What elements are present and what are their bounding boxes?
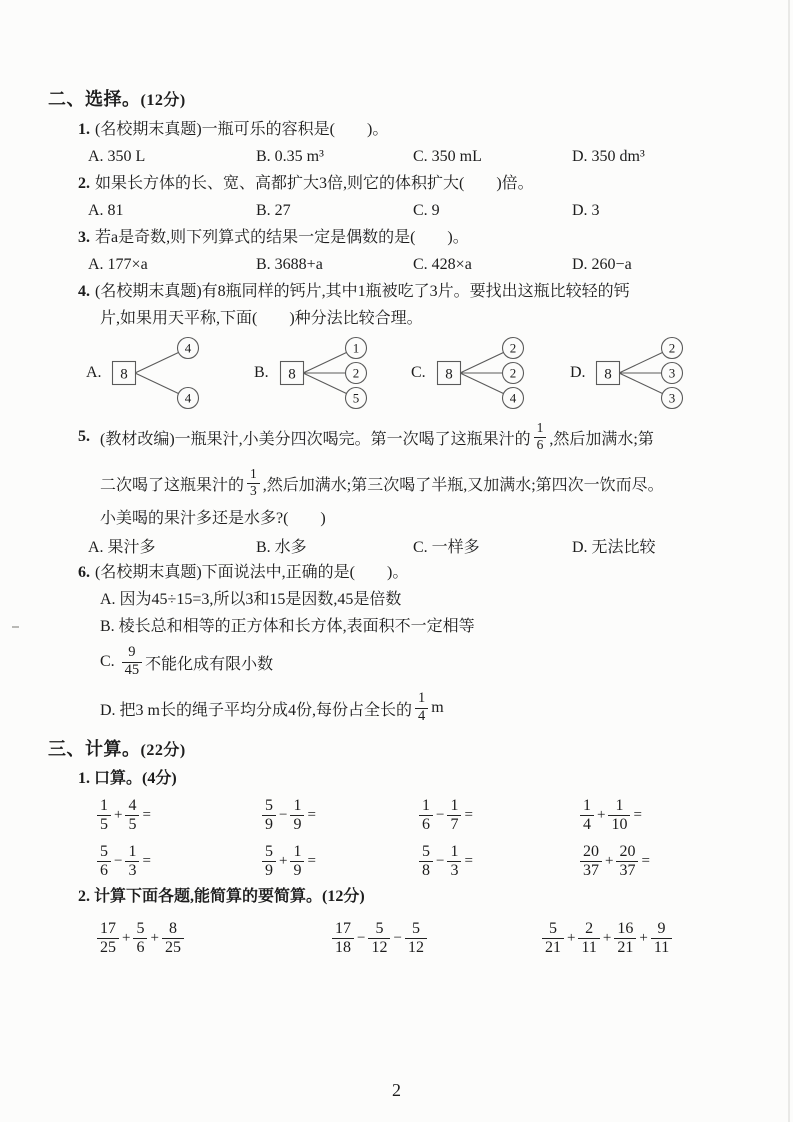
fraction-denominator: 25: [164, 939, 181, 956]
fraction-numerator: 8: [162, 920, 184, 939]
question-4-number: 4.: [78, 283, 90, 300]
fraction-denominator: 6: [136, 939, 145, 956]
fraction: [133, 920, 147, 957]
fraction-denominator: 12: [371, 939, 388, 956]
oral-calc-label-text: 1. 口算。: [78, 770, 143, 787]
fraction-numerator: 5: [262, 797, 276, 816]
diagram-label: C.: [411, 364, 426, 381]
fraction-denominator: 37: [583, 862, 599, 879]
fraction-numerator: 1: [580, 797, 594, 816]
page-number: 2: [392, 1080, 401, 1100]
fraction-numerator: 1: [97, 797, 111, 816]
fraction-numerator: 9: [651, 920, 672, 939]
fraction-numerator: 5: [405, 920, 427, 939]
fraction: [125, 843, 139, 880]
oral-calc-row-1: [0, 792, 793, 838]
svg-text:4: 4: [184, 340, 192, 356]
question-1-option-d: D. 350 dm³: [572, 147, 645, 165]
question-6-option-d-text: D. 把3 m长的绳子平均分成4份,每份占全长的: [100, 701, 413, 719]
fraction-denominator: 21: [545, 939, 561, 956]
question-4-text-line1: (名校期末真题)有8瓶同样的钙片,其中1瓶被吃了3片。要找出这瓶比较轻的钙: [95, 283, 630, 300]
diagram-label: B.: [254, 364, 269, 381]
fraction-denominator: 45: [124, 662, 140, 678]
fraction-numerator: 5: [542, 920, 564, 939]
question-1-option-b: B. 0.35 m³: [256, 147, 324, 165]
tree-diagram-graphic: [278, 335, 386, 411]
question-2: [0, 170, 793, 197]
simplify-calc-row: [0, 910, 793, 966]
question-6-option-c-text: 不能化成有限小数: [145, 655, 274, 673]
fraction-denominator: 11: [581, 939, 597, 956]
fraction-numerator: 1: [290, 843, 304, 862]
fraction: [542, 920, 564, 957]
expression-7: [417, 843, 578, 880]
fraction: [262, 797, 276, 834]
fraction-numerator: 5: [419, 843, 433, 862]
fraction-denominator: 9: [265, 862, 273, 879]
operator: +: [122, 929, 131, 946]
question-1-number: 1.: [78, 121, 90, 138]
question-5-option-a: A. 果汁多: [88, 539, 156, 556]
simplify-calc-label: [0, 884, 793, 910]
fraction-numerator: 5: [262, 843, 276, 862]
question-5-line2: [0, 460, 793, 506]
question-3-text: 若a是奇数,则下列算式的结果一定是偶数的是( )。: [95, 229, 469, 246]
question-5-line3: 小美喝的果汁多还是水多?( ): [100, 510, 326, 527]
svg-text:2: 2: [668, 340, 676, 356]
equals-sign: =: [142, 806, 151, 823]
question-5-option-d: D. 无法比较: [572, 539, 656, 556]
fraction-numerator: 5: [97, 843, 111, 862]
fraction-numerator: 16: [614, 920, 636, 939]
question-1-option-c: C. 350 mL: [413, 147, 482, 165]
fraction: [262, 843, 276, 880]
question-5-options: [0, 532, 793, 559]
fraction-numerator: 5: [368, 920, 390, 939]
question-6-option-c: [0, 640, 793, 684]
fraction: [651, 920, 672, 957]
fraction-numerator: 1: [290, 797, 304, 816]
section-calc-title: [0, 736, 793, 766]
fraction-denominator: 25: [100, 939, 116, 956]
question-2-text: 如果长方体的长、宽、高都扩大3倍,则它的体积扩大( )倍。: [95, 175, 534, 192]
fraction-numerator: 1: [447, 797, 461, 816]
fraction-denominator: 6: [536, 437, 544, 452]
operator: −: [357, 929, 366, 946]
question-3: [0, 224, 793, 251]
svg-text:2: 2: [352, 365, 360, 381]
equals-sign: =: [633, 806, 642, 823]
diagram-option-d: [570, 335, 793, 411]
operator: +: [605, 852, 614, 869]
equals-sign: =: [464, 852, 473, 869]
oral-calc-row-2: [0, 838, 793, 884]
fraction: [419, 797, 433, 834]
fraction-one-sixth: [534, 421, 547, 452]
simplify-calc-label-text: 2. 计算下面各题,能简算的要简算。: [78, 888, 323, 905]
expression-2: [260, 797, 417, 834]
fraction: [162, 920, 184, 957]
fraction-denominator: 4: [583, 816, 591, 833]
fraction-one-quarter: [415, 691, 428, 724]
tree-diagram-graphic: [594, 335, 702, 411]
svg-text:5: 5: [352, 390, 360, 406]
fraction: [332, 920, 354, 957]
question-2-option-a: A. 81: [88, 201, 124, 219]
question-6-number: 6.: [78, 564, 90, 581]
oral-calc-score: (4分): [142, 770, 177, 787]
fraction-numerator: 5: [133, 920, 147, 939]
question-3-option-b: B. 3688+a: [256, 255, 323, 273]
fraction-denominator: 3: [250, 483, 257, 498]
fraction-denominator: 11: [653, 939, 670, 956]
fraction-one-third: [247, 467, 260, 498]
svg-text:3: 3: [668, 390, 676, 406]
fraction: [419, 843, 433, 880]
operator: +: [639, 929, 648, 946]
expression-8: [578, 843, 793, 880]
question-6: [0, 559, 793, 586]
expression-5: [95, 843, 260, 880]
scan-dash-artifact: [12, 626, 19, 628]
fraction-denominator: 6: [422, 816, 430, 833]
svg-text:8: 8: [604, 366, 612, 383]
fraction-denominator: 18: [335, 939, 351, 956]
question-6-option-d: [0, 684, 793, 732]
operator: −: [393, 929, 402, 946]
fraction-denominator: 3: [450, 862, 459, 879]
fraction-nine-fortyfifths: [122, 645, 143, 678]
question-3-option-c: C. 428×a: [413, 255, 472, 273]
svg-text:1: 1: [352, 340, 360, 356]
equals-sign: =: [641, 852, 650, 869]
fraction-denominator: 9: [293, 862, 302, 879]
question-5-line2-post: ,然后加满水;第三次喝了半瓶,又加满水;第四次一饮而尽。: [262, 476, 664, 494]
fraction-numerator: 1: [247, 467, 260, 483]
fraction-denominator: 8: [422, 862, 430, 879]
fraction: [97, 920, 119, 957]
expression-3: [417, 797, 578, 834]
fraction-numerator: 1: [125, 843, 139, 862]
equals-sign: =: [464, 806, 473, 823]
operator: −: [279, 806, 288, 823]
equals-sign: =: [307, 852, 316, 869]
question-2-option-c: C. 9: [413, 201, 440, 219]
fraction-numerator: 2: [578, 920, 599, 939]
fraction-denominator: 10: [611, 816, 628, 833]
question-2-number: 2.: [78, 175, 90, 192]
question-5-option-b: B. 水多: [256, 539, 307, 556]
question-3-number: 3.: [78, 229, 90, 246]
fraction: [578, 920, 599, 957]
operator: −: [436, 806, 445, 823]
fraction: [608, 797, 630, 834]
question-6-option-d-unit: m: [431, 699, 444, 716]
fraction-denominator: 3: [128, 862, 137, 879]
fraction: [580, 843, 602, 880]
fraction: [580, 797, 594, 834]
oral-calc-label: [0, 766, 793, 792]
question-4-diagrams: [0, 332, 793, 414]
fraction: [447, 843, 461, 880]
fraction: [447, 797, 461, 834]
fraction-denominator: 9: [265, 816, 273, 833]
tree-diagram-graphic: [110, 335, 218, 411]
question-2-options: [0, 197, 793, 224]
question-6-option-c-letter: C.: [100, 653, 115, 670]
fraction-numerator: 1: [534, 421, 547, 437]
fraction-numerator: 17: [97, 920, 119, 939]
fraction: [614, 920, 636, 957]
question-6-text: (名校期末真题)下面说法中,正确的是( )。: [95, 564, 409, 581]
fraction-denominator: 7: [450, 816, 459, 833]
question-4-text-line2: 片,如果用天平称,下面( )种分法比较合理。: [100, 310, 423, 327]
question-5-line2-pre: 二次喝了这瓶果汁的: [100, 476, 245, 494]
question-6-option-a: A. 因为45÷15=3,所以3和15是因数,45是倍数: [100, 591, 402, 608]
section-calc-title-text: 三、计算。: [48, 739, 141, 759]
section-choice-score: (12分): [140, 92, 186, 109]
diagram-option-c: [411, 335, 570, 411]
fraction: [290, 843, 304, 880]
question-1: [0, 116, 793, 143]
expression-4: [578, 797, 793, 834]
fraction: [405, 920, 427, 957]
fraction-numerator: 1: [419, 797, 433, 816]
fraction: [290, 797, 304, 834]
simplify-expression-2: [330, 920, 540, 957]
svg-text:4: 4: [184, 390, 192, 406]
fraction-denominator: 9: [293, 816, 302, 833]
diagram-label: A.: [86, 364, 102, 381]
operator: +: [597, 806, 606, 823]
question-2-option-d: D. 3: [572, 201, 600, 219]
question-2-option-b: B. 27: [256, 201, 291, 219]
fraction-denominator: 5: [128, 816, 137, 833]
diagram-option-a: [86, 335, 254, 411]
fraction-numerator: 1: [447, 843, 461, 862]
operator: +: [279, 852, 288, 869]
simplify-expression-3: [540, 920, 793, 957]
scan-edge-artifact: [788, 0, 790, 1122]
fraction-denominator: 12: [407, 939, 424, 956]
question-4: [0, 278, 793, 305]
diagram-label: D.: [570, 364, 586, 381]
question-5-line1-pre: (教材改编)一瓶果汁,小美分四次喝完。第一次喝了这瓶果汁的: [100, 430, 531, 448]
fraction-denominator: 37: [619, 862, 636, 879]
expression-6: [260, 843, 417, 880]
equals-sign: =: [307, 806, 316, 823]
fraction: [368, 920, 390, 957]
fraction-denominator: 5: [100, 816, 108, 833]
fraction: [97, 843, 111, 880]
tree-diagram-graphic: [435, 335, 543, 411]
question-5-option-c: C. 一样多: [413, 539, 480, 556]
fraction-denominator: 4: [418, 708, 426, 724]
fraction-numerator: 20: [580, 843, 602, 862]
simplify-expression-1: [95, 920, 330, 957]
fraction-numerator: 9: [122, 645, 143, 662]
svg-text:8: 8: [445, 366, 453, 383]
section-choice-title: [0, 86, 793, 116]
operator: +: [114, 806, 123, 823]
fraction: [125, 797, 139, 834]
diagram-option-b: [254, 335, 411, 411]
fraction: [97, 797, 111, 834]
operator: −: [436, 852, 445, 869]
equals-sign: =: [142, 852, 151, 869]
fraction-numerator: 1: [415, 691, 428, 708]
question-1-options: [0, 143, 793, 170]
section-calc-score: (22分): [140, 742, 186, 759]
operator: +: [150, 929, 159, 946]
question-6-option-b: B. 棱长总和相等的正方体和长方体,表面积不一定相等: [100, 618, 475, 635]
question-3-options: [0, 251, 793, 278]
svg-text:4: 4: [509, 390, 517, 406]
svg-text:2: 2: [509, 365, 517, 381]
question-5-line1-post: ,然后加满水;第: [549, 430, 654, 448]
question-5-line1: [0, 414, 793, 460]
fraction: [616, 843, 638, 880]
svg-text:8: 8: [120, 366, 128, 383]
fraction-numerator: 17: [332, 920, 354, 939]
svg-text:8: 8: [288, 366, 296, 383]
question-1-text: (名校期末真题)一瓶可乐的容积是( )。: [95, 121, 389, 138]
fraction-denominator: 6: [100, 862, 108, 879]
question-3-option-d: D. 260−a: [572, 255, 632, 273]
fraction-numerator: 20: [616, 843, 638, 862]
operator: −: [114, 852, 123, 869]
fraction-numerator: 4: [125, 797, 139, 816]
question-1-option-a: A. 350 L: [88, 147, 146, 165]
operator: +: [567, 929, 576, 946]
fraction-denominator: 21: [617, 939, 634, 956]
simplify-calc-score: (12分): [322, 888, 365, 905]
svg-text:2: 2: [509, 340, 517, 356]
operator: +: [602, 929, 612, 946]
section-choice-title-text: 二、选择。: [48, 89, 141, 109]
fraction-numerator: 1: [608, 797, 630, 816]
question-3-option-a: A. 177×a: [88, 255, 148, 273]
svg-text:3: 3: [668, 365, 676, 381]
expression-1: [95, 797, 260, 834]
question-5-number: 5.: [78, 428, 90, 445]
